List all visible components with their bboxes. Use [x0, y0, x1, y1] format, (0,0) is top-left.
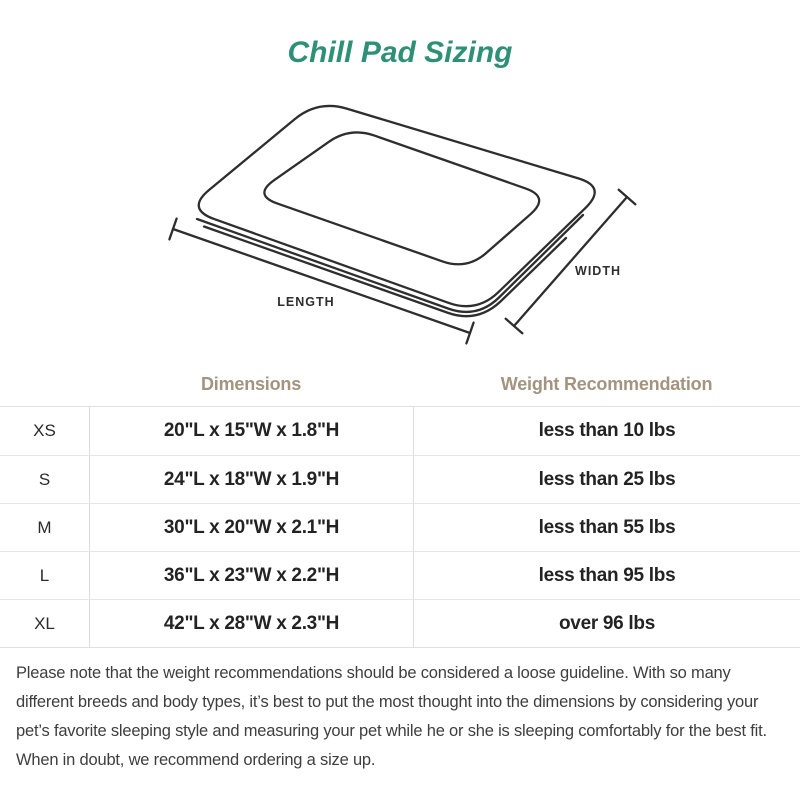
table-header-row: [0, 362, 800, 406]
table-body: [0, 406, 800, 648]
size-cell: M: [37, 517, 52, 537]
pad-outer-outline: [199, 106, 595, 306]
pad-thickness-line-1: [197, 215, 583, 312]
dimensions-cell: 20"L x 15"W x 1.8"H: [89, 407, 413, 455]
pad-inner-outline: [264, 132, 539, 264]
dimensions-cell: 30"L x 20"W x 2.1"H: [89, 504, 413, 551]
table-row-xs: [0, 407, 800, 455]
size-cell: XS: [33, 421, 56, 440]
weight-cell: less than 10 lbs: [413, 407, 800, 455]
header-weight-recommendation: Weight Recommendation: [500, 373, 713, 394]
size-cell: L: [39, 565, 50, 585]
weight-cell: less than 95 lbs: [413, 552, 800, 599]
header-dimensions: Dimensions: [200, 373, 302, 394]
weight-cell: less than 55 lbs: [413, 504, 800, 551]
size-cell: S: [38, 469, 51, 489]
chill-pad-diagram: [0, 0, 800, 360]
table-row-m: [0, 503, 800, 551]
weight-cell: over 96 lbs: [413, 600, 800, 647]
table-row-s: [0, 455, 800, 503]
length-dimension-line: [173, 229, 470, 333]
page-title: Chill Pad Sizing: [287, 36, 513, 69]
table-row-l: [0, 551, 800, 599]
length-label: LENGTH: [277, 295, 335, 309]
dimensions-cell: 24"L x 18"W x 1.9"H: [89, 456, 413, 503]
sizing-table: [0, 362, 800, 648]
sizing-note: Please note that the weight recommendations should be considered a loose guideline. With so many different breeds and body types, it’s best to put the most thought into the dimensions by considering your pet’s favorite sleeping style and measuring your pet while he or she is sleeping comfortably for the best fit. When in doubt, we recommend ordering a size up.: [16, 664, 767, 769]
width-label: WIDTH: [575, 264, 621, 278]
dimensions-cell: 36"L x 23"W x 2.2"H: [89, 552, 413, 599]
table-row-xl: [0, 599, 800, 647]
weight-cell: less than 25 lbs: [413, 456, 800, 503]
size-cell: XL: [34, 613, 55, 633]
dimensions-cell: 42"L x 28"W x 2.3"H: [89, 600, 413, 647]
